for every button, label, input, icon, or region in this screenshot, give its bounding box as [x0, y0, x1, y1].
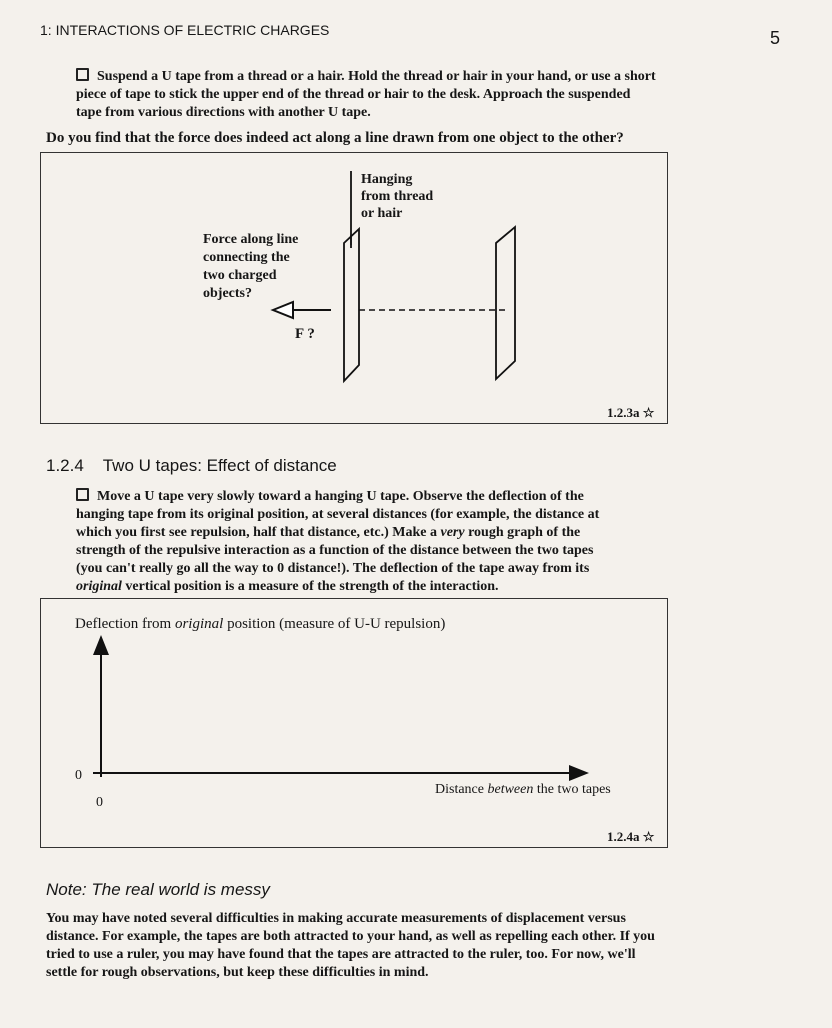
section-title: Two U tapes: Effect of distance	[102, 456, 337, 475]
chapter-header: 1: INTERACTIONS OF ELECTRIC CHARGES	[40, 22, 330, 38]
label-force-2: connecting the	[203, 250, 290, 265]
checkbox-icon[interactable]	[76, 488, 89, 501]
emphasis-original: original	[76, 579, 122, 594]
note-title: Note: The real world is messy	[46, 880, 270, 899]
figure-2-id: 1.2.4a ☆	[607, 829, 655, 844]
figure-1-id: 1.2.3a ☆	[607, 405, 655, 420]
label-force-F: F ?	[295, 326, 315, 342]
figure-1-drawing	[41, 153, 667, 423]
approaching-tape-shape	[496, 227, 515, 379]
activity-2-line-2: hanging tape from its original position, at several distances (for example, the distance at	[76, 507, 600, 522]
activity-2-paragraph	[76, 488, 646, 596]
activity-2-line-1	[76, 488, 646, 506]
activity-2-line-3-rest: rough graph of the	[468, 525, 581, 540]
force-arrow-head	[273, 302, 293, 318]
hanging-tape-shape	[344, 229, 359, 381]
y-axis-arrowhead	[93, 635, 109, 655]
emphasis-very: very	[440, 525, 465, 540]
x-axis-label-pre: Distance	[435, 782, 484, 797]
x-axis-label-post: the two tapes	[536, 782, 611, 797]
label-force-1: Force along line	[203, 232, 299, 247]
activity-2-line-1-text: Move a U tape very slowly toward a hanging U tape. Observe the deflection of the	[97, 489, 584, 504]
label-hanging-3: or hair	[361, 206, 403, 221]
y-axis-label	[75, 615, 445, 633]
label-force-4: objects?	[203, 286, 252, 301]
label-hanging-2: from thread	[361, 189, 434, 204]
activity-1-text: Suspend a U tape from a thread or a hair. Hold the thread or hair in your hand, or use a short piece of tape to stick the upper end of the thread or hair to the desk. Approach the suspended tape from various directions with another U tape.	[76, 69, 656, 120]
question-text: Do you find that the force does indeed act along a line drawn from one object to the other?	[46, 130, 624, 146]
label-hanging-1: Hanging	[361, 172, 413, 187]
x-axis-label	[435, 781, 611, 799]
activity-2-line-5: (you can't really go all the way to 0 distance!). The deflection of the tape away from its	[76, 561, 590, 576]
activity-1-paragraph	[76, 68, 656, 122]
figure-2-axes	[41, 599, 667, 847]
checkbox-icon[interactable]	[76, 68, 89, 81]
y-axis-label-post: position (measure of U-U repulsion)	[227, 616, 446, 632]
y-axis-label-em: original	[174, 616, 224, 632]
figure-2-box	[40, 598, 668, 848]
figure-1-box	[40, 152, 668, 424]
section-heading	[46, 456, 337, 476]
activity-2-line-3	[76, 524, 646, 542]
y-axis-label-pre: Deflection from	[75, 616, 172, 632]
label-force-3: two charged	[203, 268, 277, 283]
activity-2-line-6	[76, 578, 646, 596]
activity-2-line-6-rest: vertical position is a measure of the strength of the interaction.	[125, 579, 499, 594]
note-paragraph: You may have noted several difficulties in making accurate measurements of displacement versus distance. For example, the tapes are both attracted to your hand, as well as repelling each other. If you tried to use a ruler, you may have found that the tapes are attracted to the ruler, too. For now, we'll settle for rough observations, but keep these difficulties in mind.	[46, 911, 655, 980]
section-number: 1.2.4	[46, 456, 84, 475]
x-axis-arrowhead	[569, 765, 589, 781]
x-origin-label: 0	[96, 795, 103, 810]
activity-2-line-4: strength of the repulsive interaction as a function of the distance between the two tapes	[76, 543, 594, 558]
x-axis-label-em: between	[487, 782, 534, 797]
page-number: 5	[770, 28, 781, 48]
y-origin-label: 0	[75, 768, 82, 783]
activity-2-line-3-text: which you first see repulsion, half that distance, etc.) Make a	[76, 525, 437, 540]
